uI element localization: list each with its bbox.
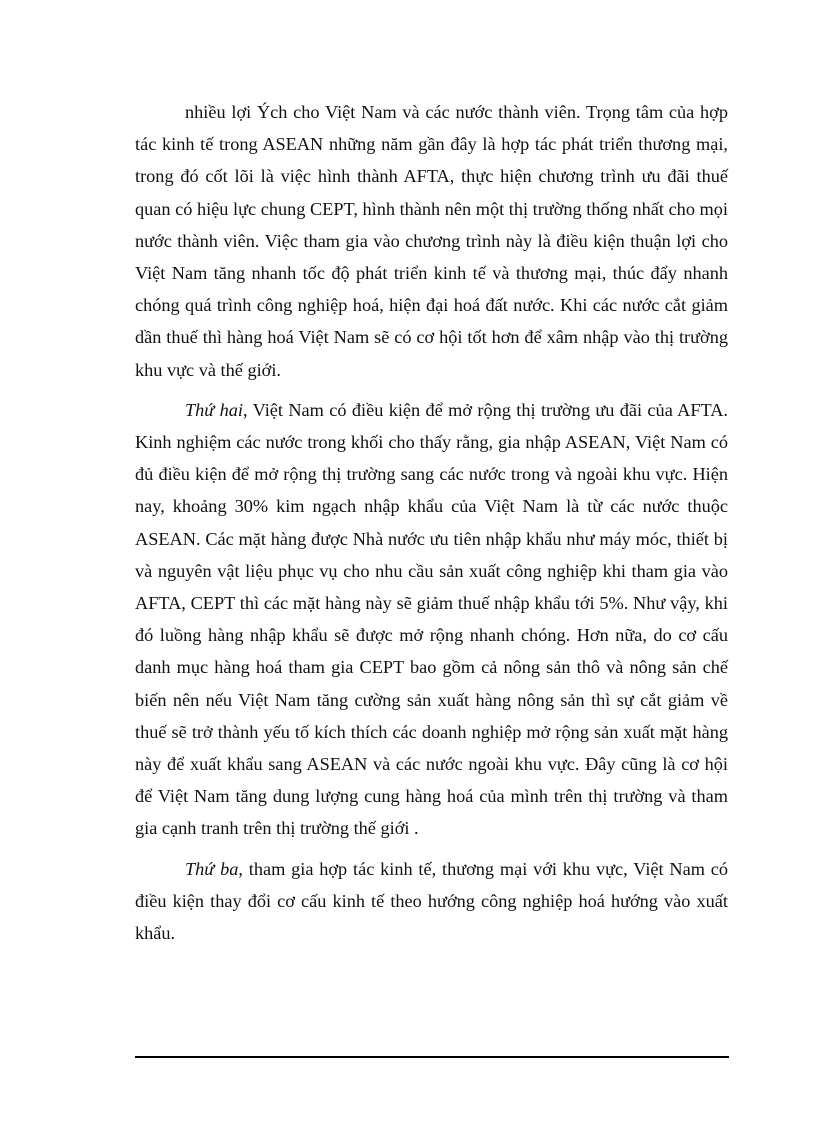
paragraph-2-lead: Thứ hai: [185, 399, 244, 420]
paragraph-2: [135, 394, 728, 845]
paragraph-3: [135, 853, 728, 950]
paragraph-3-lead: Thứ ba: [185, 858, 239, 879]
paragraph-2-text: , Việt Nam có điều kiện để mở rộng thị trường ưu đãi của AFTA. Kinh nghiệm các nước trong khối cho thấy rằng, gia nhập ASEAN, Việt Nam có đủ điều kiện để mở rộng thị trường sang các nước trong và ngoài khu vực. Hiện nay, khoảng 30% kim ngạch nhập khẩu của Việt Nam là từ các nước thuộc ASEAN. Các mặt hàng được Nhà nước ưu tiên nhập khẩu như máy móc, thiết bị và nguyên vật liệu phục vụ cho nhu cầu sản xuất công nghiệp khi tham gia vào AFTA, CEPT thì các mặt hàng này sẽ giảm thuế nhập khẩu tới 5%. Như vậy, khi đó luồng hàng nhập khẩu sẽ được mở rộng nhanh chóng. Hơn nữa, do cơ cấu danh mục hàng hoá tham gia CEPT bao gồm cả nông sản thô và nông sản chế biến nên nếu Việt Nam tăng cường sản xuất hàng nông sản thì sự cắt giảm về thuế sẽ trở thành yếu tố kích thích các doanh nghiệp mở rộng sản xuất mặt hàng này để xuất khẩu sang ASEAN và các nước ngoài khu vực. Đây cũng là cơ hội để Việt Nam tăng dung lượng cung hàng hoá của mình trên thị trường và tham gia cạnh tranh trên thị trường thế giới .: [135, 399, 728, 839]
document-body: [135, 96, 728, 957]
paragraph-1: [135, 96, 728, 386]
footer-divider: [135, 1056, 729, 1058]
paragraph-1-text: nhiều lợi Ých cho Việt Nam và các nước thành viên. Trọng tâm của hợp tác kinh tế trong ASEAN những năm gần đây là hợp tác phát triển thương mại, trong đó cốt lõi là việc hình thành AFTA, thực hiện chương trình ưu đãi thuế quan có hiệu lực chung CEPT, hình thành nên một thị trường thống nhất cho mọi nước thành viên. Việc tham gia vào chương trình này là điều kiện thuận lợi cho Việt Nam tăng nhanh tốc độ phát triển kinh tế và thương mại, thúc đẩy nhanh chóng quá trình công nghiệp hoá, hiện đại hoá đất nước. Khi các nước cắt giảm dần thuế thì hàng hoá Việt Nam sẽ có cơ hội tốt hơn để xâm nhập vào thị trường khu vực và thế giới.: [135, 102, 728, 380]
paragraph-3-text: , tham gia hợp tác kinh tế, thương mại với khu vực, Việt Nam có điều kiện thay đổi cơ cấu kinh tế theo hướng công nghiệp hoá hướng vào xuất khẩu.: [135, 858, 728, 944]
